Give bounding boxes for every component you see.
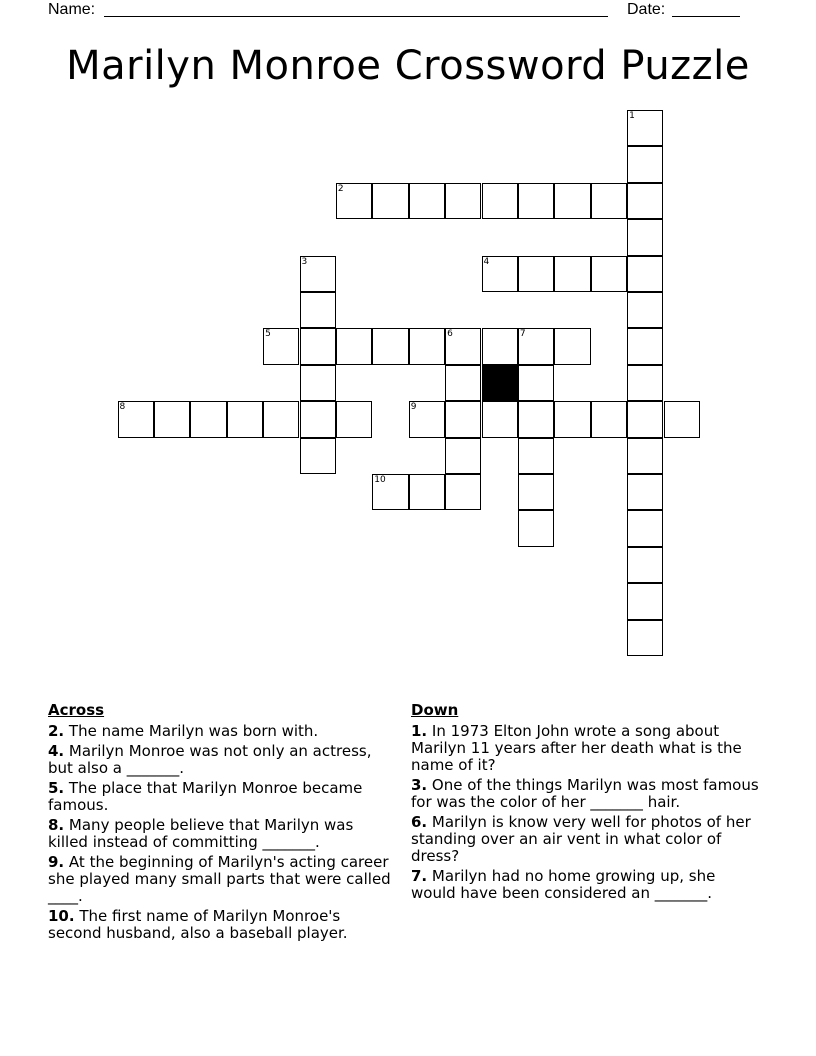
grid-cell[interactable] bbox=[263, 328, 299, 364]
clue-number: 6. bbox=[411, 813, 428, 831]
grid-cell[interactable] bbox=[627, 292, 663, 328]
clue-across-5 bbox=[48, 780, 393, 814]
clue-number-label: 2 bbox=[337, 183, 344, 194]
clue-text: The place that Marilyn Monroe became famous. bbox=[48, 779, 363, 814]
grid-cell[interactable] bbox=[664, 401, 700, 437]
clue-number: 8. bbox=[48, 816, 65, 834]
grid-cell[interactable] bbox=[518, 328, 554, 364]
page-title: Marilyn Monroe Crossword Puzzle bbox=[66, 43, 750, 89]
clue-number-label: 6 bbox=[447, 329, 453, 340]
grid-cell[interactable] bbox=[627, 583, 663, 619]
grid-cell[interactable] bbox=[154, 401, 190, 437]
grid-cell[interactable] bbox=[627, 401, 663, 437]
grid-cell[interactable] bbox=[336, 183, 372, 219]
grid-cell[interactable] bbox=[627, 510, 663, 546]
grid-cell[interactable] bbox=[263, 401, 299, 437]
grid-cell[interactable] bbox=[591, 256, 627, 292]
grid-cell[interactable] bbox=[300, 292, 336, 328]
down-clues bbox=[411, 702, 761, 905]
clue-across-10 bbox=[48, 908, 393, 942]
grid-cell[interactable] bbox=[482, 256, 518, 292]
grid-cell[interactable] bbox=[336, 401, 372, 437]
clue-text: The name Marilyn was born with. bbox=[68, 722, 319, 740]
clue-number: 7. bbox=[411, 867, 428, 885]
grid-cell[interactable] bbox=[627, 110, 663, 146]
grid-cell[interactable] bbox=[482, 183, 518, 219]
clue-across-9 bbox=[48, 854, 393, 905]
name-label: Name: bbox=[48, 1, 96, 18]
black-cell bbox=[482, 365, 518, 401]
clue-number: 1. bbox=[411, 722, 428, 740]
grid-cell[interactable] bbox=[227, 401, 263, 437]
grid-cell[interactable] bbox=[591, 183, 627, 219]
grid-cell[interactable] bbox=[300, 438, 336, 474]
clue-text: One of the things Marilyn was most famous for was the color of her _______ hair. bbox=[411, 776, 759, 811]
grid-cell[interactable] bbox=[445, 401, 481, 437]
clue-number: 10. bbox=[48, 907, 75, 925]
clue-number: 4. bbox=[48, 742, 65, 760]
grid-cell[interactable] bbox=[336, 328, 372, 364]
grid-cell[interactable] bbox=[554, 328, 590, 364]
grid-cell[interactable] bbox=[518, 365, 554, 401]
clue-text: Marilyn had no home growing up, she would have been considered an _______. bbox=[411, 867, 716, 902]
grid-cell[interactable] bbox=[300, 328, 336, 364]
grid-cell[interactable] bbox=[518, 256, 554, 292]
grid-cell[interactable] bbox=[409, 474, 445, 510]
grid-cell[interactable] bbox=[118, 401, 154, 437]
clue-down-3 bbox=[411, 777, 761, 811]
across-clues bbox=[48, 702, 393, 945]
grid-cell[interactable] bbox=[190, 401, 226, 437]
grid-cell[interactable] bbox=[300, 256, 336, 292]
clue-text: At the beginning of Marilyn's acting career she played many small parts that were called ____. bbox=[48, 853, 391, 905]
grid-cell[interactable] bbox=[409, 183, 445, 219]
grid-cell[interactable] bbox=[518, 474, 554, 510]
grid-cell[interactable] bbox=[554, 401, 590, 437]
grid-cell[interactable] bbox=[409, 328, 445, 364]
grid-cell[interactable] bbox=[627, 438, 663, 474]
grid-cell[interactable] bbox=[372, 474, 408, 510]
grid-cell[interactable] bbox=[372, 328, 408, 364]
grid-cell[interactable] bbox=[554, 183, 590, 219]
grid-cell[interactable] bbox=[518, 510, 554, 546]
grid-cell[interactable] bbox=[445, 365, 481, 401]
clue-number-label: 9 bbox=[410, 402, 417, 413]
clue-text: In 1973 Elton John wrote a song about Marilyn 11 years after her death what is the name of it? bbox=[411, 722, 742, 774]
grid-cell[interactable] bbox=[409, 401, 445, 437]
grid-cell[interactable] bbox=[300, 401, 336, 437]
clue-text: Many people believe that Marilyn was killed instead of committing _______. bbox=[48, 816, 354, 851]
clue-down-6 bbox=[411, 814, 761, 865]
clue-number: 3. bbox=[411, 776, 428, 794]
clue-number-label: 5 bbox=[265, 329, 271, 340]
grid-cell[interactable] bbox=[372, 183, 408, 219]
clue-number-label: 3 bbox=[301, 256, 308, 267]
clue-number: 5. bbox=[48, 779, 65, 797]
grid-cell[interactable] bbox=[627, 620, 663, 656]
clue-text: The first name of Marilyn Monroe's second husband, also a baseball player. bbox=[48, 907, 348, 942]
grid-cell[interactable] bbox=[627, 256, 663, 292]
clue-number: 9. bbox=[48, 853, 65, 871]
clue-across-4 bbox=[48, 743, 393, 777]
clue-number-label: 4 bbox=[483, 256, 490, 267]
grid-cell[interactable] bbox=[627, 328, 663, 364]
clue-across-2 bbox=[48, 723, 393, 740]
clue-text: Marilyn Monroe was not only an actress, but also a _______. bbox=[48, 742, 372, 777]
grid-cell[interactable] bbox=[445, 474, 481, 510]
clue-number-label: 10 bbox=[374, 475, 386, 485]
grid-cell[interactable] bbox=[300, 365, 336, 401]
grid-cell[interactable] bbox=[627, 183, 663, 219]
clue-text: Marilyn is know very well for photos of her standing over an air vent in what color of dress? bbox=[411, 813, 751, 865]
clue-number: 2. bbox=[48, 722, 65, 740]
grid-cell[interactable] bbox=[445, 438, 481, 474]
across-heading: Across bbox=[48, 701, 105, 719]
date-label: Date: bbox=[627, 1, 666, 18]
clue-down-7 bbox=[411, 868, 761, 902]
grid-cell[interactable] bbox=[627, 219, 663, 255]
clue-number-label: 7 bbox=[519, 329, 526, 340]
grid-cell[interactable] bbox=[591, 401, 627, 437]
grid-cell[interactable] bbox=[445, 328, 481, 364]
grid-cell[interactable] bbox=[445, 183, 481, 219]
grid-cell[interactable] bbox=[554, 256, 590, 292]
grid-cell[interactable] bbox=[627, 547, 663, 583]
grid-cell[interactable] bbox=[518, 438, 554, 474]
grid-cell[interactable] bbox=[627, 474, 663, 510]
clue-down-1 bbox=[411, 723, 761, 774]
grid-cell[interactable] bbox=[482, 328, 518, 364]
clue-across-8 bbox=[48, 817, 393, 851]
grid-cell[interactable] bbox=[627, 365, 663, 401]
grid-cell[interactable] bbox=[482, 401, 518, 437]
clue-number-label: 1 bbox=[629, 111, 635, 121]
grid-cell[interactable] bbox=[518, 401, 554, 437]
clue-number-label: 8 bbox=[119, 402, 126, 413]
grid-cell[interactable] bbox=[627, 146, 663, 182]
grid-cell[interactable] bbox=[518, 183, 554, 219]
down-heading: Down bbox=[411, 701, 459, 719]
